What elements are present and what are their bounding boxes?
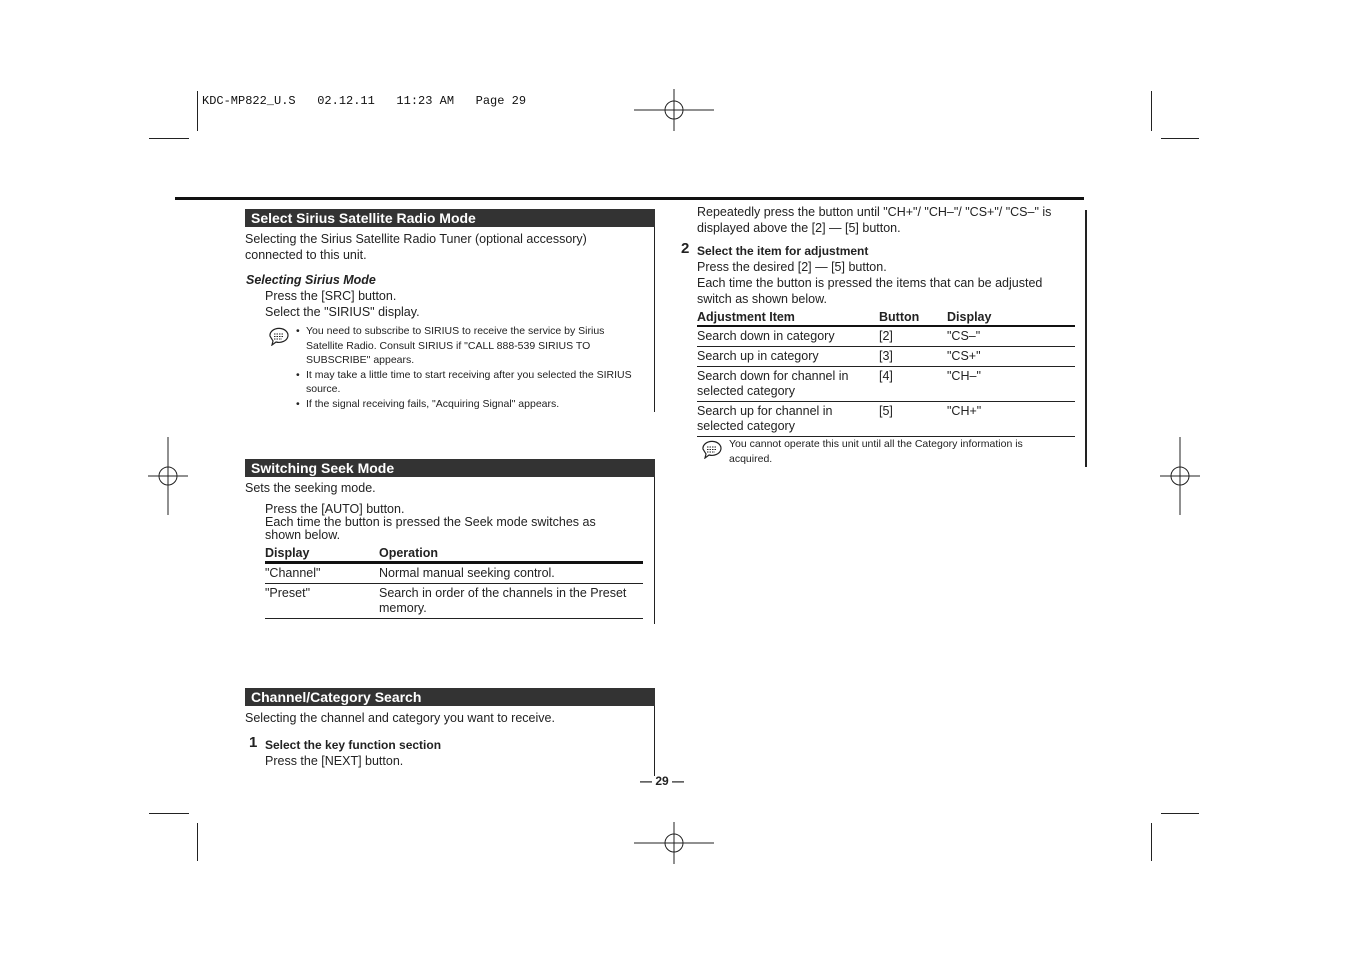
table-row bbox=[697, 402, 1075, 437]
table-row bbox=[697, 347, 1075, 367]
channel-step1-title: Select the key function section bbox=[265, 738, 442, 752]
step2-text: Press the desired [2] — [5] button. bbox=[697, 260, 887, 274]
section-title-sirius: Select Sirius Satellite Radio Mode bbox=[245, 209, 655, 227]
sirius-note-list bbox=[296, 324, 636, 411]
sirius-step-src: Press the [SRC] button. bbox=[265, 289, 397, 303]
note-text: It may take a little time to start receiving after you selected the SIRIUS source. bbox=[306, 368, 632, 395]
table-cell: Search up in category bbox=[697, 349, 819, 363]
table-cell: "Channel" bbox=[265, 566, 321, 580]
step2-desc: Each time the button is pressed the items that can be adjusted switch as shown below. bbox=[697, 276, 1043, 306]
channel-step1-text: Press the [NEXT] button. bbox=[265, 754, 404, 768]
column-divider-right bbox=[1085, 210, 1087, 467]
table-cell: "Preset" bbox=[265, 586, 311, 600]
note-icon bbox=[268, 326, 290, 346]
table-header-row bbox=[265, 546, 643, 563]
crop-mark bbox=[149, 138, 189, 139]
registration-mark-top bbox=[634, 89, 714, 131]
sirius-intro: Selecting the Sirius Satellite Radio Tuner (optional accessory) connected to this unit. bbox=[245, 232, 587, 262]
seek-intro: Sets the seeking mode. bbox=[245, 481, 376, 495]
seek-step: Press the [AUTO] button. bbox=[265, 502, 405, 516]
registration-mark-bottom bbox=[634, 822, 714, 864]
right-note: You cannot operate this unit until all the Category information is acquired. bbox=[729, 438, 1023, 465]
crop-mark bbox=[1151, 91, 1152, 131]
step-number-2: 2 bbox=[681, 240, 690, 257]
column-header: Operation bbox=[379, 546, 439, 560]
note-icon bbox=[701, 439, 723, 459]
column-divider-left bbox=[654, 476, 655, 624]
bullet: • bbox=[296, 368, 300, 381]
crop-mark bbox=[149, 813, 189, 814]
table-row bbox=[265, 563, 643, 584]
registration-mark-right bbox=[1160, 437, 1200, 515]
page-number: — 29 — bbox=[640, 774, 685, 788]
note-text: If the signal receiving fails, "Acquiring Signal" appears. bbox=[306, 397, 560, 410]
table-cell: Search in order of the channels in the Preset memory. bbox=[379, 586, 627, 615]
column-header: Display bbox=[265, 546, 310, 560]
crop-mark bbox=[197, 823, 198, 861]
section-title-channel: Channel/Category Search bbox=[245, 688, 655, 706]
table-cell: "CH+" bbox=[947, 404, 982, 418]
table-cell: Search down for channel in selected category bbox=[697, 369, 849, 398]
seek-desc: Each time the button is pressed the Seek mode switches as shown below. bbox=[265, 515, 596, 542]
sirius-step-select: Select the "SIRIUS" display. bbox=[265, 305, 420, 319]
table-cell: [4] bbox=[879, 369, 893, 383]
table-cell: [5] bbox=[879, 404, 893, 418]
crop-mark bbox=[1161, 138, 1199, 139]
table-cell: [3] bbox=[879, 349, 893, 363]
table-header-row bbox=[697, 310, 1075, 326]
column-header: Button bbox=[879, 310, 920, 324]
table-row bbox=[265, 584, 643, 619]
sirius-note-item bbox=[296, 324, 636, 368]
column-header: Adjustment Item bbox=[697, 310, 795, 324]
seek-table bbox=[265, 546, 643, 619]
bullet: • bbox=[296, 325, 300, 337]
table-row bbox=[697, 367, 1075, 402]
step2-title: Select the item for adjustment bbox=[697, 244, 869, 258]
table-cell: "CH–" bbox=[947, 369, 981, 383]
column-divider-left bbox=[654, 706, 655, 776]
top-rule bbox=[175, 197, 1084, 200]
table-cell: Search down in category bbox=[697, 329, 835, 343]
table-cell: [2] bbox=[879, 329, 893, 343]
table-cell: Normal manual seeking control. bbox=[379, 566, 555, 580]
note-text: You need to subscribe to SIRIUS to receive the service by Sirius Satellite Radio. Consult SIRIUS if "CALL 888-539 SIRIUS TO SUBSCRIBE" appears. bbox=[306, 325, 605, 366]
step-number-1: 1 bbox=[249, 734, 258, 751]
table-cell: "CS+" bbox=[947, 349, 981, 363]
table-cell: "CS–" bbox=[947, 329, 981, 343]
bullet: • bbox=[296, 397, 300, 410]
sirius-subtitle: Selecting Sirius Mode bbox=[246, 273, 376, 287]
column-divider-left bbox=[654, 227, 655, 412]
table-row bbox=[697, 326, 1075, 347]
section-title-seek: Switching Seek Mode bbox=[245, 459, 655, 477]
crop-mark bbox=[1151, 823, 1152, 861]
sirius-note-item bbox=[296, 368, 636, 397]
repeat-text: Repeatedly press the button until "CH+"/ "CH–"/ "CS+"/ "CS–" is displayed above the [2] — [5] button. bbox=[697, 205, 1052, 235]
sirius-note-item bbox=[296, 397, 636, 412]
table-cell: Search up for channel in selected category bbox=[697, 404, 833, 433]
adjustment-table bbox=[697, 310, 1075, 437]
column-header: Display bbox=[947, 310, 992, 324]
crop-mark bbox=[197, 91, 198, 131]
channel-intro: Selecting the channel and category you want to receive. bbox=[245, 711, 555, 725]
print-slug: KDC-MP822_U.S 02.12.11 11:23 AM Page 29 bbox=[202, 94, 527, 108]
registration-mark-left bbox=[148, 437, 188, 515]
crop-mark bbox=[1161, 813, 1199, 814]
